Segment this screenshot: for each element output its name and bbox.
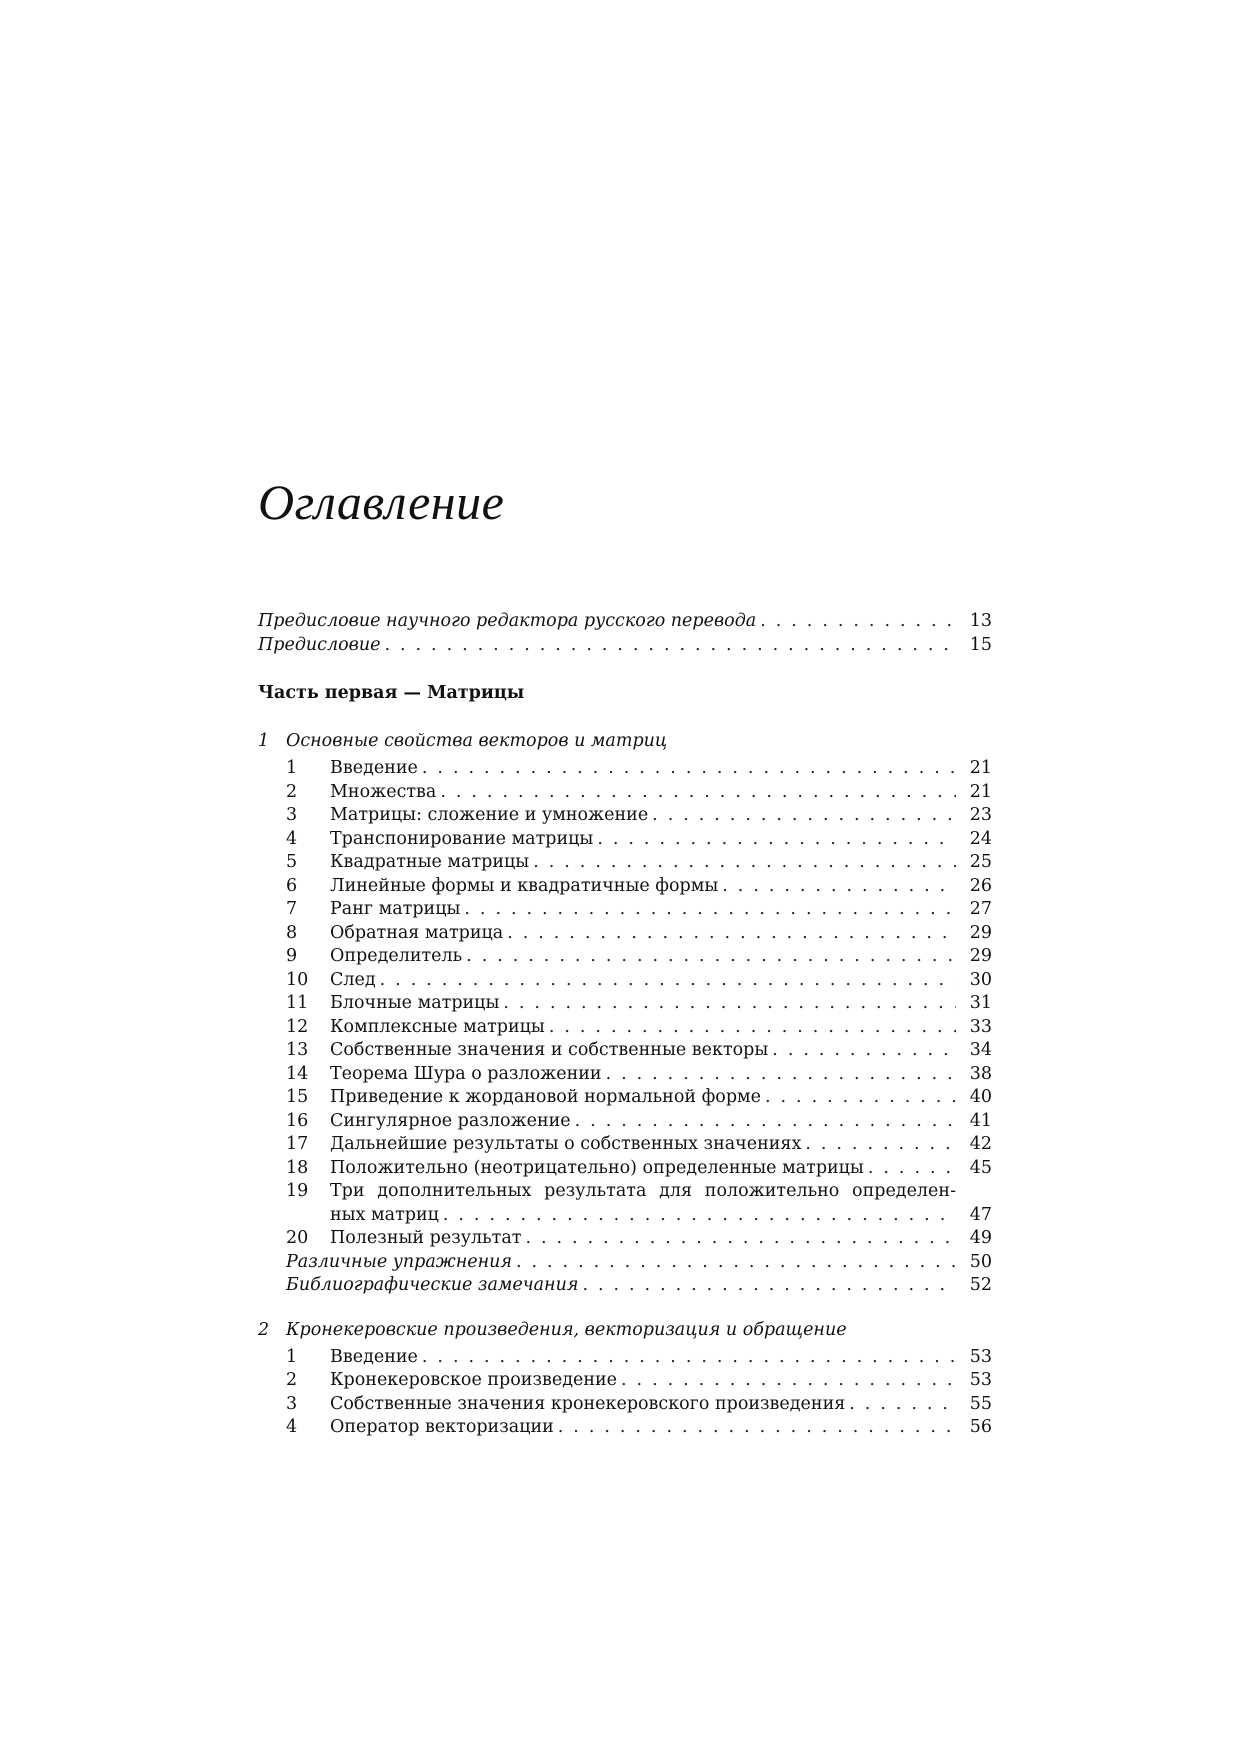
section-label: Кронекеровское произведение: [330, 1370, 618, 1390]
toc-section[interactable]: [258, 828, 992, 852]
leader-dots: [582, 1274, 956, 1298]
section-label: Транспонирование матрицы: [330, 828, 594, 849]
section-page: 38: [969, 1063, 992, 1084]
toc-section[interactable]: [258, 781, 992, 805]
toc-section[interactable]: [258, 1086, 992, 1110]
leader-dots: [597, 828, 956, 852]
leader-dots: [533, 851, 956, 875]
section-number: 2: [286, 781, 298, 802]
section-number: 5: [286, 852, 298, 872]
toc-section[interactable]: [258, 851, 992, 875]
section-page: 21: [969, 758, 992, 778]
toc-section[interactable]: [258, 1346, 992, 1370]
section-label: Линейные формы и квадратичные формы: [330, 875, 719, 896]
toc-section[interactable]: [258, 1039, 992, 1063]
section-page: 31: [969, 993, 992, 1013]
toc-section[interactable]: [258, 1157, 992, 1181]
section-number: 4: [286, 828, 298, 849]
section-page: 24: [969, 828, 992, 849]
leader-dots: [606, 1063, 956, 1087]
section-number: 16: [286, 1110, 309, 1131]
section-label: Три дополнительных результата для положительно определен-: [330, 1181, 956, 1201]
section-number: 18: [286, 1157, 309, 1178]
section-page: 42: [969, 1134, 992, 1154]
leader-dots: [525, 1227, 956, 1251]
toc-section[interactable]: [258, 1110, 992, 1134]
toc-section[interactable]: [258, 875, 992, 899]
section-label: Полезный результат: [330, 1228, 522, 1248]
section-label: Собственные значения и собственные векторы: [330, 1040, 769, 1060]
chapter-heading[interactable]: [258, 1318, 992, 1342]
section-label: Введение: [330, 1346, 418, 1367]
section-number: 15: [286, 1087, 309, 1107]
toc-entry-foreword[interactable]: [258, 634, 992, 658]
section-page: 40: [969, 1087, 992, 1107]
section-page: 23: [969, 805, 992, 825]
leader-dots: [422, 757, 956, 781]
chapter-1-sections: [258, 757, 992, 1298]
leader-dots: [760, 610, 956, 634]
section-number: 3: [286, 805, 298, 825]
section-number: 3: [286, 1393, 298, 1414]
toc-section[interactable]: [258, 1416, 992, 1440]
toc-section[interactable]: [258, 757, 992, 781]
toc-section[interactable]: [258, 945, 992, 969]
section-label: Множества: [330, 781, 437, 802]
extra-page: 50: [969, 1251, 992, 1272]
section-label: Дальнейшие результаты о собственных значениях: [330, 1134, 802, 1154]
section-number: 9: [286, 946, 298, 966]
section-number: 17: [286, 1134, 309, 1154]
section-number: 10: [286, 969, 309, 990]
leader-dots: [384, 634, 956, 658]
leader-dots: [440, 781, 956, 805]
section-label: Комплексные матрицы: [330, 1016, 545, 1037]
leader-dots: [575, 1110, 956, 1134]
section-label: Определитель: [330, 946, 463, 966]
section-number: 14: [286, 1063, 309, 1084]
section-page: 25: [969, 852, 992, 872]
chapter-2-sections: [258, 1346, 992, 1440]
toc-section[interactable]: [258, 922, 992, 946]
section-page: 21: [969, 781, 992, 802]
section-number: 8: [286, 922, 298, 943]
section-number: 1: [286, 1346, 298, 1367]
toc-page: [258, 470, 992, 1440]
toc-section[interactable]: [258, 1227, 992, 1251]
toc-section[interactable]: [258, 1393, 992, 1417]
leader-dots: [558, 1416, 956, 1440]
section-page: 29: [969, 946, 992, 966]
section-page: 41: [969, 1110, 992, 1131]
toc-section[interactable]: [258, 804, 992, 828]
section-label: Матрицы: сложение и умножение: [330, 805, 649, 825]
toc-section-19-line2[interactable]: [258, 1204, 992, 1228]
section-label: Квадратные матрицы: [330, 852, 530, 872]
toc-section[interactable]: [258, 969, 992, 993]
leader-dots: [507, 922, 956, 946]
section-page: 34: [969, 1040, 992, 1060]
toc-section[interactable]: [258, 1133, 992, 1157]
section-number: 19: [286, 1181, 309, 1201]
toc-section[interactable]: [258, 1063, 992, 1087]
section-label-continued: ных матриц: [330, 1204, 439, 1225]
toc-section[interactable]: [258, 1016, 992, 1040]
toc-extra-bibliography[interactable]: [258, 1274, 992, 1298]
toc-section[interactable]: [258, 992, 992, 1016]
section-number: 2: [286, 1370, 298, 1390]
leader-dots: [466, 945, 956, 969]
section-page: 53: [969, 1370, 992, 1390]
section-page: 33: [969, 1016, 992, 1037]
section-label: Обратная матрица: [330, 922, 504, 943]
chapter-number: 1: [258, 731, 270, 751]
section-label: Блочные матрицы: [330, 993, 500, 1013]
section-number: 7: [286, 899, 298, 919]
leader-dots: [722, 875, 956, 899]
section-page: 56: [969, 1417, 992, 1437]
section-page: 53: [969, 1346, 992, 1367]
leader-dots: [503, 992, 956, 1016]
section-number: 11: [286, 993, 309, 1013]
section-page: 26: [969, 875, 992, 896]
section-page: 27: [969, 899, 992, 919]
section-page: 29: [969, 922, 992, 943]
section-page: 45: [969, 1157, 992, 1178]
chapter-heading[interactable]: [258, 729, 992, 753]
leader-dots: [772, 1039, 956, 1063]
section-number: 6: [286, 875, 298, 896]
toc-entry-page: 13: [969, 611, 992, 631]
leader-dots: [805, 1133, 956, 1157]
leader-dots: [765, 1086, 956, 1110]
leader-dots: [868, 1157, 956, 1181]
section-label: Ранг матрицы: [330, 899, 461, 919]
leader-dots: [849, 1393, 956, 1417]
section-label: Собственные значения кронекеровского произведения: [330, 1393, 846, 1414]
leader-dots: [422, 1346, 956, 1370]
toc-section-19-line1[interactable]: [258, 1180, 992, 1204]
leader-dots: [516, 1251, 956, 1275]
extra-label: Библиографические замечания: [286, 1275, 579, 1295]
toc-section[interactable]: [258, 1369, 992, 1393]
spacer: [258, 1298, 992, 1318]
leader-dots: [652, 804, 956, 828]
leader-dots: [621, 1369, 956, 1393]
part-heading: Часть первая — Матрицы: [258, 683, 525, 703]
leader-dots: [464, 898, 956, 922]
extra-page: 52: [969, 1275, 992, 1295]
section-number: 4: [286, 1417, 298, 1437]
toc-title: Оглавление: [258, 474, 505, 530]
leader-dots: [443, 1204, 956, 1228]
chapter-title: Кронекеровские произведения, векторизация и обращение: [286, 1319, 847, 1340]
extra-label: Различные упражнения: [286, 1251, 512, 1272]
section-page: 30: [969, 969, 992, 990]
chapter-title: Основные свойства векторов и матриц: [286, 731, 668, 751]
section-page: 49: [969, 1228, 992, 1248]
section-page: 55: [969, 1393, 992, 1414]
toc-entry-label: Предисловие научного редактора русского перевода: [258, 611, 757, 631]
toc-entry-foreword-editor[interactable]: [258, 610, 992, 634]
section-label: Приведение к жордановой нормальной форме: [330, 1087, 761, 1107]
section-label: Теорема Шура о разложении: [330, 1063, 602, 1084]
section-label: Введение: [330, 758, 418, 778]
section-label: Положительно (неотрицательно) определенные матрицы: [330, 1157, 864, 1178]
leader-dots: [380, 969, 956, 993]
section-number: 13: [286, 1040, 309, 1060]
section-number: 12: [286, 1016, 309, 1037]
leader-dots: [549, 1016, 956, 1040]
section-number: 20: [286, 1228, 309, 1248]
toc-extra-exercises[interactable]: [258, 1251, 992, 1275]
section-page: 47: [969, 1204, 992, 1225]
chapter-number: 2: [258, 1319, 270, 1340]
section-label: Оператор векторизации: [330, 1417, 554, 1437]
section-label: След: [330, 969, 376, 990]
toc-section[interactable]: [258, 898, 992, 922]
toc-entry-label: Предисловие: [258, 634, 381, 655]
toc-entry-page: 15: [969, 634, 992, 655]
section-number: 1: [286, 758, 298, 778]
section-label: Сингулярное разложение: [330, 1110, 571, 1131]
